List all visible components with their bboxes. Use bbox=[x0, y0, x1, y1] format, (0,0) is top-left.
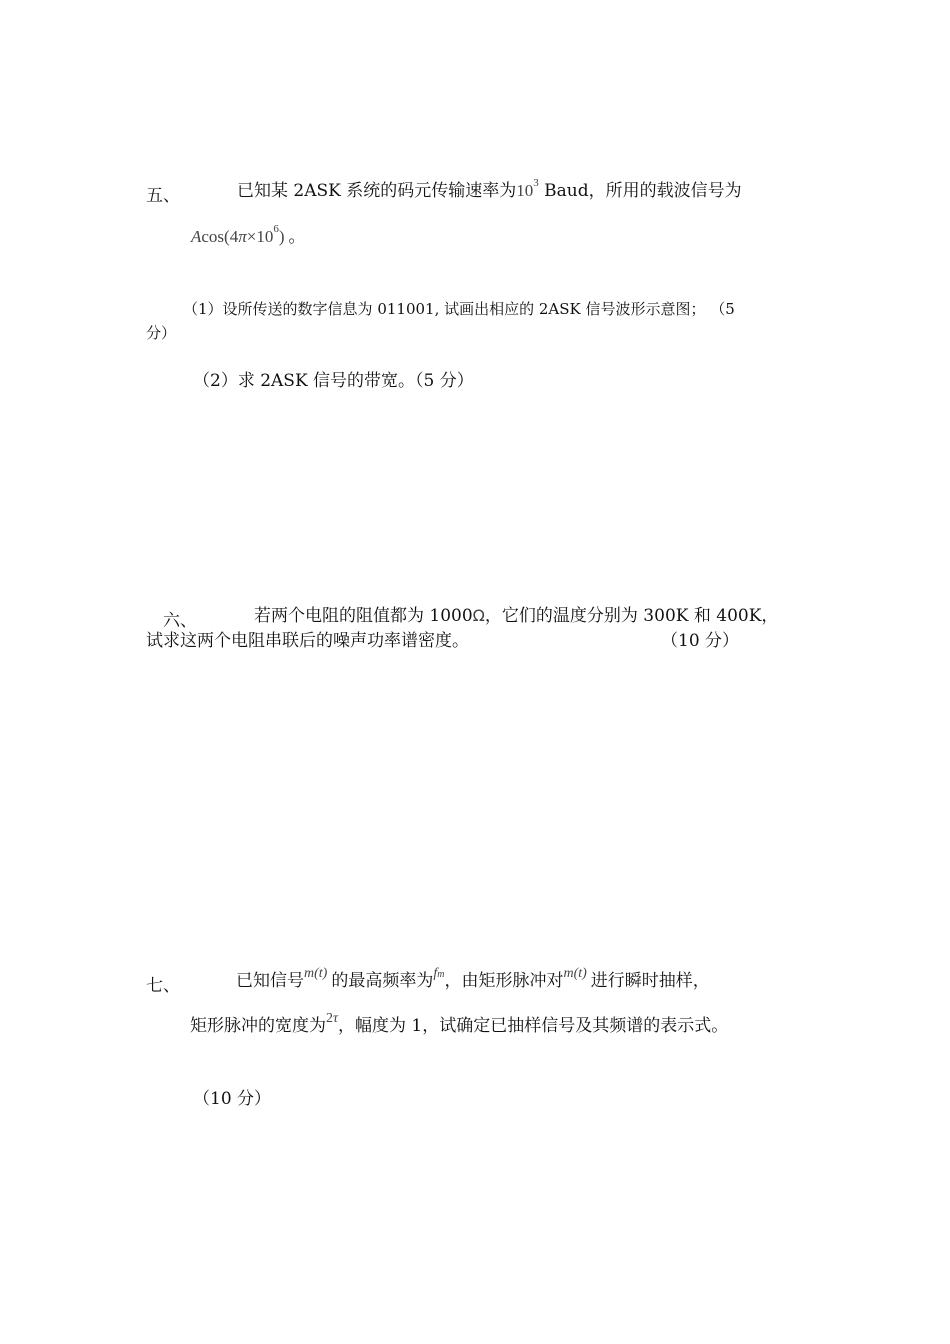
symbol-rate-math bbox=[516, 177, 539, 200]
question-7-line-2-a: 矩形脉冲的宽度为 bbox=[190, 1016, 326, 1036]
two-symbol: 2 bbox=[326, 1011, 333, 1027]
question-7-stem-d: 进行瞬时抽样， bbox=[590, 971, 710, 991]
question-7-number: 七、 bbox=[146, 976, 180, 996]
carrier-formula bbox=[191, 223, 306, 248]
question-6-line-2: 试求这两个电阻串联后的噪声功率谱密度。 bbox=[146, 631, 469, 651]
question-5-number: 五、 bbox=[146, 186, 180, 206]
question-5-stem-pre: 已知某 2ASK 系统的码元传输速率为 bbox=[237, 181, 517, 201]
carrier-period: 。 bbox=[288, 227, 306, 247]
f-subscript: m bbox=[437, 969, 445, 981]
question-5-stem bbox=[237, 177, 742, 202]
f-symbol: f bbox=[433, 966, 438, 982]
question-7-stem bbox=[236, 966, 710, 992]
question-5-part-1-cont: 分） bbox=[146, 324, 177, 342]
question-6-number: 六、 bbox=[163, 611, 197, 631]
question-7-line-2 bbox=[190, 1011, 729, 1037]
pulse-width-symbol bbox=[326, 1011, 338, 1026]
carrier-amplitude: A bbox=[191, 227, 202, 246]
carrier-exponent: 6 bbox=[273, 223, 279, 236]
question-6-stem bbox=[254, 605, 778, 627]
question-7-stem-b: 的最高频率为 bbox=[331, 971, 434, 991]
rate-base: 10 bbox=[516, 181, 534, 200]
signal-m-t: m(t) bbox=[304, 966, 328, 982]
max-frequency-symbol bbox=[433, 966, 444, 981]
carrier-close: ) bbox=[278, 227, 285, 246]
question-5-part-1: （1）设所传送的数字信息为 011001, 试画出相应的 2ASK 信号波形示意图； （5 bbox=[183, 300, 735, 318]
carrier-pi: π bbox=[238, 227, 247, 246]
carrier-cos: cos(4 bbox=[201, 227, 239, 246]
question-6-stem-pre: 若两个电阻的阻值都为 1000 bbox=[254, 606, 473, 626]
carrier-times: ×10 bbox=[246, 227, 274, 246]
question-5-part-2: （2）求 2ASK 信号的带宽。（5 分） bbox=[193, 371, 474, 391]
ohm-symbol: Ω bbox=[472, 606, 485, 625]
question-7-line-2-b: ，幅度为 1，试确定已抽样信号及其频谱的表示式。 bbox=[338, 1016, 729, 1036]
question-7-stem-c: ，由矩形脉冲对 bbox=[444, 971, 564, 991]
question-5-stem-post: Baud，所用的载波信号为 bbox=[538, 181, 742, 201]
question-7-score: （10 分） bbox=[193, 1089, 272, 1109]
signal-m-t-2: m(t) bbox=[563, 966, 587, 982]
rate-exponent: 3 bbox=[533, 177, 539, 190]
question-6-stem-post: ，它们的温度分别为 300K 和 400K， bbox=[484, 606, 779, 626]
tau-symbol: τ bbox=[333, 1011, 339, 1027]
question-7-stem-a: 已知信号 bbox=[236, 971, 304, 991]
question-6-score: （10 分） bbox=[661, 631, 740, 651]
